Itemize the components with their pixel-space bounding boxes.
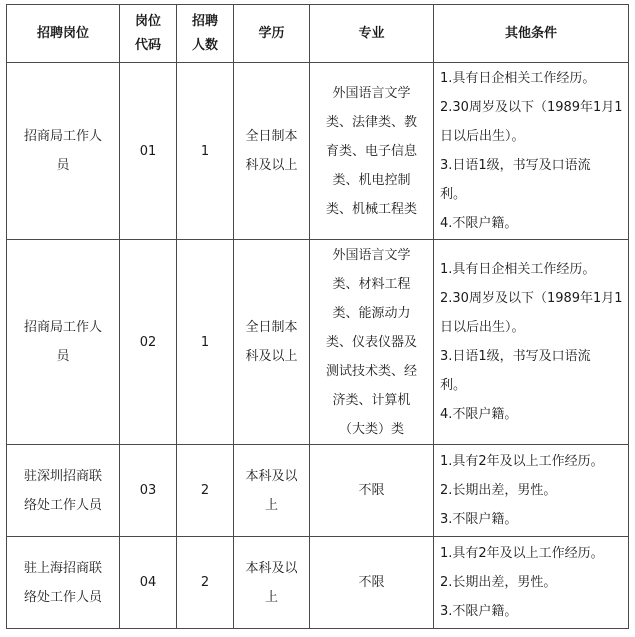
cell-conditions (434, 63, 629, 240)
cell-line: 2.30周岁及以下（1989年1月1 (440, 291, 623, 306)
cell-position (7, 445, 120, 537)
cell-conditions (434, 537, 629, 629)
cell-line: 外国语言文学 (332, 247, 411, 263)
cell-line: 全日制本 (245, 129, 298, 144)
cell-line: 员 (56, 158, 70, 173)
header-count-line: 招聘 (191, 13, 218, 29)
cell-line: 利。 (440, 187, 467, 202)
cell-line: 2.长期出差，男性。 (440, 483, 557, 498)
cell-line: 1.具有2年及以上工作经历。 (440, 546, 604, 561)
header-conditions: 其他条件 (434, 5, 629, 63)
cell-line: 1.具有2年及以上工作经历。 (440, 454, 604, 469)
cell-line: 类、能源动力 (332, 305, 411, 321)
cell-code: 01 (120, 63, 177, 240)
header-code-line: 代码 (134, 37, 161, 53)
cell-line: 日以后出生）。 (440, 129, 525, 144)
cell-line: 全日制本 (245, 320, 298, 335)
cell-line: 测试技术类、经 (325, 363, 417, 379)
cell-major: 不限 (310, 537, 434, 629)
cell-line: 3.不限户籍。 (440, 604, 518, 619)
cell-line: 1.具有日企相关工作经历。 (440, 262, 596, 277)
cell-line: 驻上海招商联 (23, 560, 102, 576)
cell-line: 类、法律类、教 (325, 114, 417, 130)
cell-position (7, 537, 120, 629)
header-code-line: 岗位 (134, 13, 161, 29)
cell-count: 2 (177, 445, 234, 537)
cell-position (7, 63, 120, 240)
cell-line: 4.不限户籍。 (440, 216, 518, 231)
cell-code: 04 (120, 537, 177, 629)
cell-line: 1.具有日企相关工作经历。 (440, 71, 596, 86)
header-major: 专业 (310, 5, 434, 63)
cell-line: 招商局工作人 (23, 320, 102, 335)
cell-conditions (434, 445, 629, 537)
cell-education (234, 240, 310, 445)
header-code (120, 5, 177, 63)
cell-line: 日以后出生）。 (440, 320, 525, 335)
table-row (7, 537, 629, 629)
cell-line: 络处工作人员 (23, 497, 102, 513)
cell-line: 类、仪表仪器及 (325, 334, 417, 350)
cell-major (310, 240, 434, 445)
header-count-line: 人数 (191, 37, 218, 53)
cell-line: 济类、计算机 (332, 392, 411, 408)
cell-line: 招商局工作人 (23, 129, 102, 144)
cell-education (234, 445, 310, 537)
cell-position (7, 240, 120, 445)
cell-line: 类、机械工程类 (325, 201, 417, 217)
header-count (177, 5, 234, 63)
cell-education (234, 537, 310, 629)
cell-line: 2.30周岁及以下（1989年1月1 (440, 100, 623, 115)
cell-line: 上 (264, 589, 278, 605)
header-education: 学历 (234, 5, 310, 63)
table-row (7, 445, 629, 537)
cell-line: 育类、电子信息 (325, 143, 417, 159)
cell-education (234, 63, 310, 240)
cell-line: 驻深圳招商联 (23, 468, 102, 484)
cell-count: 1 (177, 63, 234, 240)
cell-line: 科及以上 (245, 349, 298, 364)
cell-line: 利。 (440, 378, 467, 393)
cell-conditions (434, 240, 629, 445)
table-row (7, 63, 629, 240)
cell-line: 本科及以 (245, 468, 298, 484)
cell-line: 3.日语1级，书写及口语流 (440, 349, 591, 364)
header-position: 招聘岗位 (7, 5, 120, 63)
cell-line: 3.不限户籍。 (440, 512, 518, 527)
cell-code: 02 (120, 240, 177, 445)
cell-line: 络处工作人员 (23, 589, 102, 605)
cell-line: 类、材料工程 (332, 276, 411, 292)
cell-line: 4.不限户籍。 (440, 407, 518, 422)
cell-count: 1 (177, 240, 234, 445)
cell-line: 本科及以 (245, 560, 298, 576)
cell-major (310, 63, 434, 240)
cell-major: 不限 (310, 445, 434, 537)
recruitment-table (6, 4, 629, 629)
cell-line: 外国语言文学 (332, 85, 411, 101)
header-row (7, 5, 629, 63)
cell-count: 2 (177, 537, 234, 629)
table-row (7, 240, 629, 445)
cell-code: 03 (120, 445, 177, 537)
cell-line: 3.日语1级，书写及口语流 (440, 158, 591, 173)
cell-line: 员 (56, 349, 70, 364)
cell-line: 科及以上 (245, 158, 298, 173)
cell-line: 类、机电控制 (332, 172, 411, 188)
cell-line: （大类）类 (338, 421, 404, 437)
cell-line: 上 (264, 497, 278, 513)
cell-line: 2.长期出差，男性。 (440, 575, 557, 590)
